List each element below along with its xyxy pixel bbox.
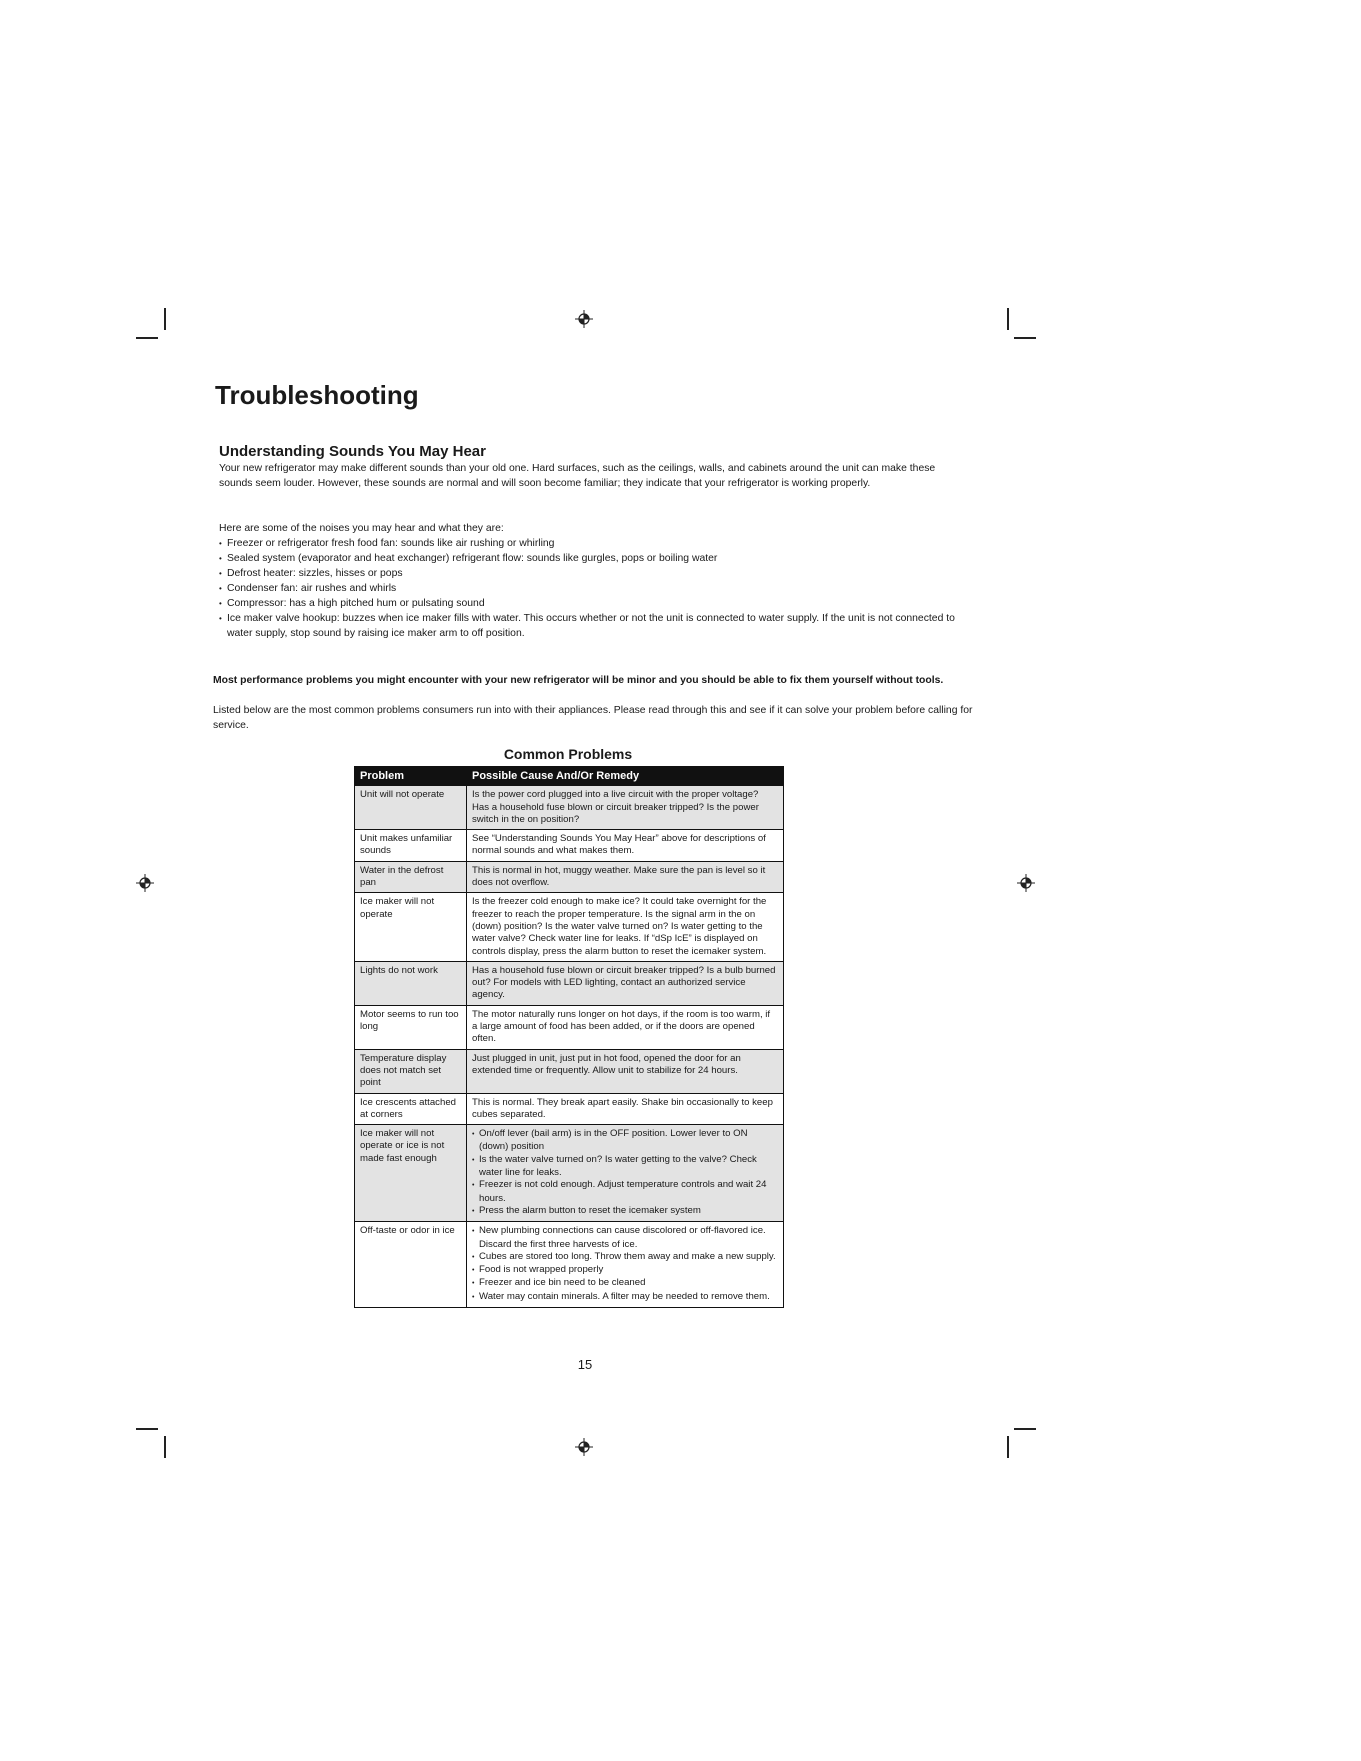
crop-mark — [1007, 1436, 1009, 1458]
table-header-row — [355, 767, 784, 786]
page-number: 15 — [577, 1357, 593, 1372]
remedy-cell: Just plugged in unit, just put in hot food, opened the door for an extended time or frequently. Allow unit to stabilize for 24 hours. — [467, 1049, 784, 1093]
table-row — [355, 893, 784, 961]
column-header-problem: Problem — [355, 767, 467, 786]
table-row — [355, 1049, 784, 1093]
list-item: • Sealed system (evaporator and heat exchanger) refrigerant flow: sounds like gurgles, pops or boiling water — [219, 551, 959, 566]
list-item: • Defrost heater: sizzles, hisses or pops — [219, 566, 959, 581]
table-title: Common Problems — [503, 746, 633, 762]
list-item: • Water may contain minerals. A filter may be needed to remove them. — [472, 1291, 778, 1304]
table-row — [355, 1093, 784, 1125]
remedy-cell: Is the freezer cold enough to make ice? It could take overnight for the freezer to reach the proper temperature. Is the signal arm in the on (down) position? Is the water valve turned on? Is water getting to the water valve? Check water line for leaks. If “dSp IcE” is displayed on controls display, press the alarm button to reset the icemaker system. — [467, 893, 784, 961]
registration-mark-icon — [575, 1438, 593, 1456]
noises-intro: Here are some of the noises you may hear and what they are: — [219, 523, 504, 534]
crop-mark — [136, 1428, 158, 1430]
problem-cell: Ice crescents attached at corners — [355, 1093, 467, 1125]
crop-mark — [164, 1436, 166, 1458]
list-item: • Compressor: has a high pitched hum or pulsating sound — [219, 596, 959, 611]
remedy-cell: This is normal in hot, muggy weather. Make sure the pan is level so it does not overflow. — [467, 861, 784, 893]
table-row — [355, 830, 784, 862]
table-row — [355, 1222, 784, 1308]
problem-cell: Water in the defrost pan — [355, 861, 467, 893]
problem-cell: Motor seems to run too long — [355, 1005, 467, 1049]
list-item: • On/off lever (bail arm) is in the OFF position. Lower lever to ON (down) position — [472, 1128, 778, 1154]
registration-mark-icon — [1017, 874, 1035, 892]
problem-cell: Lights do not work — [355, 961, 467, 1005]
table-row — [355, 961, 784, 1005]
list-item: • Press the alarm button to reset the icemaker system — [472, 1205, 778, 1218]
crop-mark — [1014, 337, 1036, 339]
list-item: • Freezer and ice bin need to be cleaned — [472, 1277, 778, 1290]
list-item: • Freezer is not cold enough. Adjust temperature controls and wait 24 hours. — [472, 1179, 778, 1205]
list-item: • Food is not wrapped properly — [472, 1264, 778, 1277]
page-title: Troubleshooting — [215, 380, 419, 410]
problem-cell: Ice maker will not operate — [355, 893, 467, 961]
problem-cell: Temperature display does not match set point — [355, 1049, 467, 1093]
column-header-remedy: Possible Cause And/Or Remedy — [467, 767, 784, 786]
registration-mark-icon — [136, 874, 154, 892]
crop-mark — [136, 337, 158, 339]
crop-mark — [1007, 308, 1009, 330]
remedy-cell: Has a household fuse blown or circuit breaker tripped? Is a bulb burned out? For models with LED lighting, contact an authorized service agency. — [467, 961, 784, 1005]
list-item: • Condenser fan: air rushes and whirls — [219, 581, 959, 596]
list-item: • New plumbing connections can cause discolored or off-flavored ice. Discard the first three harvests of ice. — [472, 1225, 778, 1251]
remedy-cell: The motor naturally runs longer on hot days, if the room is too warm, if a large amount of food has been added, or if the doors are opened often. — [467, 1005, 784, 1049]
problem-cell: Off-taste or odor in ice — [355, 1222, 467, 1308]
table-row — [355, 786, 784, 830]
remedy-cell: This is normal. They break apart easily. Shake bin occasionally to keep cubes separated. — [467, 1093, 784, 1125]
problem-cell: Unit makes unfamiliar sounds — [355, 830, 467, 862]
remedy-list — [472, 1128, 778, 1218]
sounds-heading: Understanding Sounds You May Hear — [219, 443, 486, 460]
table-row — [355, 861, 784, 893]
remedy-list — [472, 1225, 778, 1304]
registration-mark-icon — [575, 310, 593, 328]
remedy-cell — [467, 1125, 784, 1222]
crop-mark — [164, 308, 166, 330]
table-row — [355, 1005, 784, 1049]
problem-cell: Ice maker will not operate or ice is not made fast enough — [355, 1125, 467, 1222]
sounds-intro: Your new refrigerator may make different sounds than your old one. Hard surfaces, such as the ceilings, walls, and cabinets around the unit can make these sounds seem louder. However, these sounds are normal and will soon become familiar; they indicate that your refrigerator is working properly. — [219, 463, 936, 489]
list-item: • Freezer or refrigerator fresh food fan: sounds like air rushing or whirling — [219, 536, 959, 551]
list-item: • Is the water valve turned on? Is water getting to the valve? Check water line for leaks. — [472, 1154, 778, 1180]
list-item: • Ice maker valve hookup: buzzes when ice maker fills with water. This occurs whether or not the unit is connected to water supply. If the unit is not connected to water supply, stop sound by raising ice maker arm to off position. — [219, 611, 959, 641]
list-item: • Cubes are stored too long. Throw them away and make a new supply. — [472, 1251, 778, 1264]
performance-note: Most performance problems you might encounter with your new refrigerator will be minor and you should be able to fix them yourself without tools. — [213, 675, 944, 686]
performance-text: Listed below are the most common problems consumers run into with their appliances. Please read through this and see if it can solve your problem before calling for service. — [213, 705, 973, 731]
remedy-cell: Is the power cord plugged into a live circuit with the proper voltage? Has a household fuse blown or circuit breaker tripped? Is the power switch in the on position? — [467, 786, 784, 830]
problem-cell: Unit will not operate — [355, 786, 467, 830]
noise-list — [219, 536, 959, 641]
remedy-cell: See “Understanding Sounds You May Hear” above for descriptions of normal sounds and what makes them. — [467, 830, 784, 862]
table-row — [355, 1125, 784, 1222]
crop-mark — [1014, 1428, 1036, 1430]
common-problems-table — [354, 766, 784, 1308]
remedy-cell — [467, 1222, 784, 1308]
